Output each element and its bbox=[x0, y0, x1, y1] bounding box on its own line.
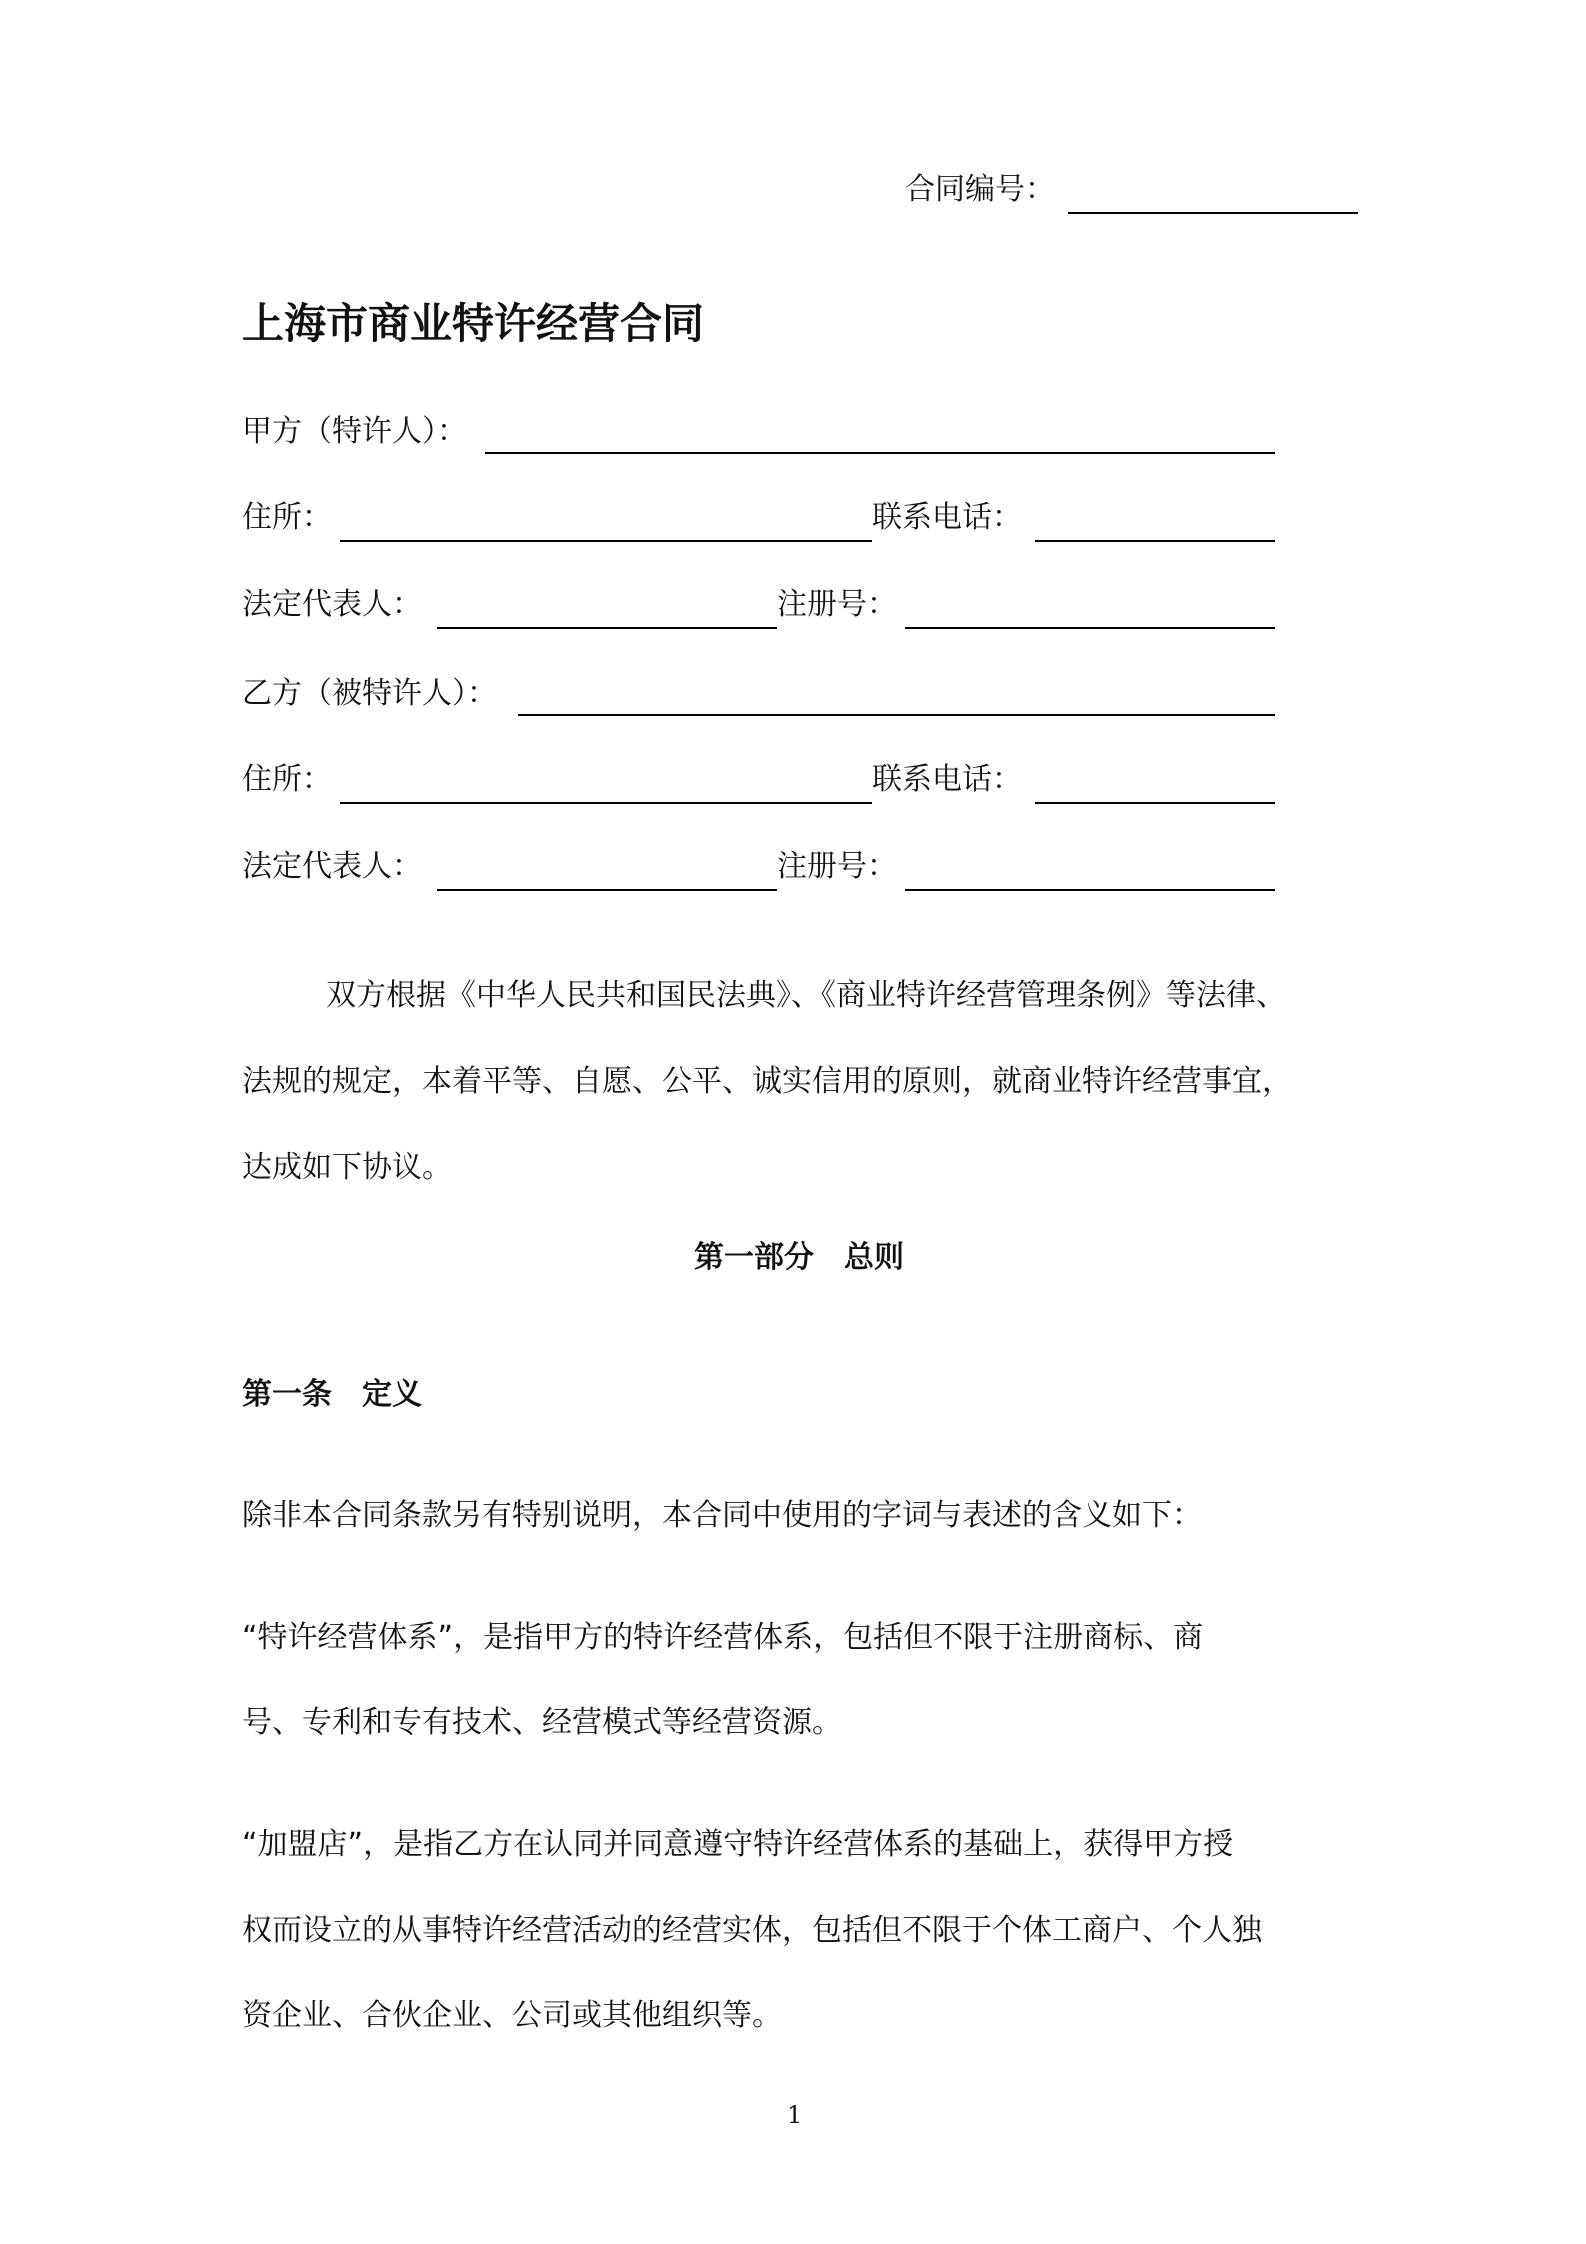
party-b-reg-no-field[interactable] bbox=[905, 889, 1275, 891]
definitions-intro: 除非本合同条款另有特别说明，本合同中使用的字词与表述的含义如下： bbox=[242, 1498, 1202, 1533]
page-number: 1 bbox=[787, 2101, 803, 2129]
party-b-address-label: 住所： bbox=[242, 762, 332, 797]
article-one-heading: 第一条 定义 bbox=[242, 1377, 422, 1412]
part-one-heading: 第一部分 总则 bbox=[694, 1240, 904, 1275]
contract-number-field[interactable] bbox=[1068, 212, 1358, 214]
party-a-reg-no-label: 注册号： bbox=[777, 587, 897, 622]
definition-system-line: “特许经营体系”，是指甲方的特许经营体系，包括但不限于注册商标、商 bbox=[242, 1620, 1204, 1655]
party-b-phone-label: 联系电话： bbox=[872, 762, 1022, 797]
party-a-field[interactable] bbox=[485, 452, 1275, 454]
preamble-line: 法规的规定，本着平等、自愿、公平、诚实信用的原则，就商业特许经营事宜， bbox=[242, 1064, 1292, 1099]
party-a-phone-label: 联系电话： bbox=[872, 500, 1022, 535]
party-b-label: 乙方（被特许人）： bbox=[242, 676, 497, 711]
party-b-legal-rep-field[interactable] bbox=[437, 889, 777, 891]
party-b-reg-no-label: 注册号： bbox=[777, 849, 897, 884]
document-title: 上海市商业特许经营合同 bbox=[242, 299, 705, 348]
preamble-line: 双方根据《中华人民共和国民法典》、《商业特许经营管理条例》等法律、 bbox=[326, 978, 1286, 1013]
party-a-label: 甲方（特许人）： bbox=[242, 414, 467, 449]
party-b-phone-field[interactable] bbox=[1035, 802, 1275, 804]
definition-store-line: 资企业、合伙企业、公司或其他组织等。 bbox=[242, 1998, 782, 2033]
contract-number-label: 合同编号： bbox=[905, 172, 1055, 207]
party-b-legal-rep-label: 法定代表人： bbox=[242, 849, 422, 884]
definition-store-line: 权而设立的从事特许经营活动的经营实体，包括但不限于个体工商户、个人独 bbox=[242, 1913, 1262, 1948]
party-a-reg-no-field[interactable] bbox=[905, 627, 1275, 629]
party-b-address-field[interactable] bbox=[340, 802, 872, 804]
party-a-legal-rep-label: 法定代表人： bbox=[242, 587, 422, 622]
party-a-address-label: 住所： bbox=[242, 500, 332, 535]
party-b-field[interactable] bbox=[518, 714, 1275, 716]
party-a-address-field[interactable] bbox=[340, 540, 872, 542]
preamble-line: 达成如下协议。 bbox=[242, 1150, 452, 1185]
definition-store-line: “加盟店”，是指乙方在认同并同意遵守特许经营体系的基础上，获得甲方授 bbox=[242, 1827, 1234, 1862]
party-a-phone-field[interactable] bbox=[1035, 540, 1275, 542]
party-a-legal-rep-field[interactable] bbox=[437, 627, 777, 629]
definition-system-line: 号、专利和专有技术、经营模式等经营资源。 bbox=[242, 1705, 842, 1740]
